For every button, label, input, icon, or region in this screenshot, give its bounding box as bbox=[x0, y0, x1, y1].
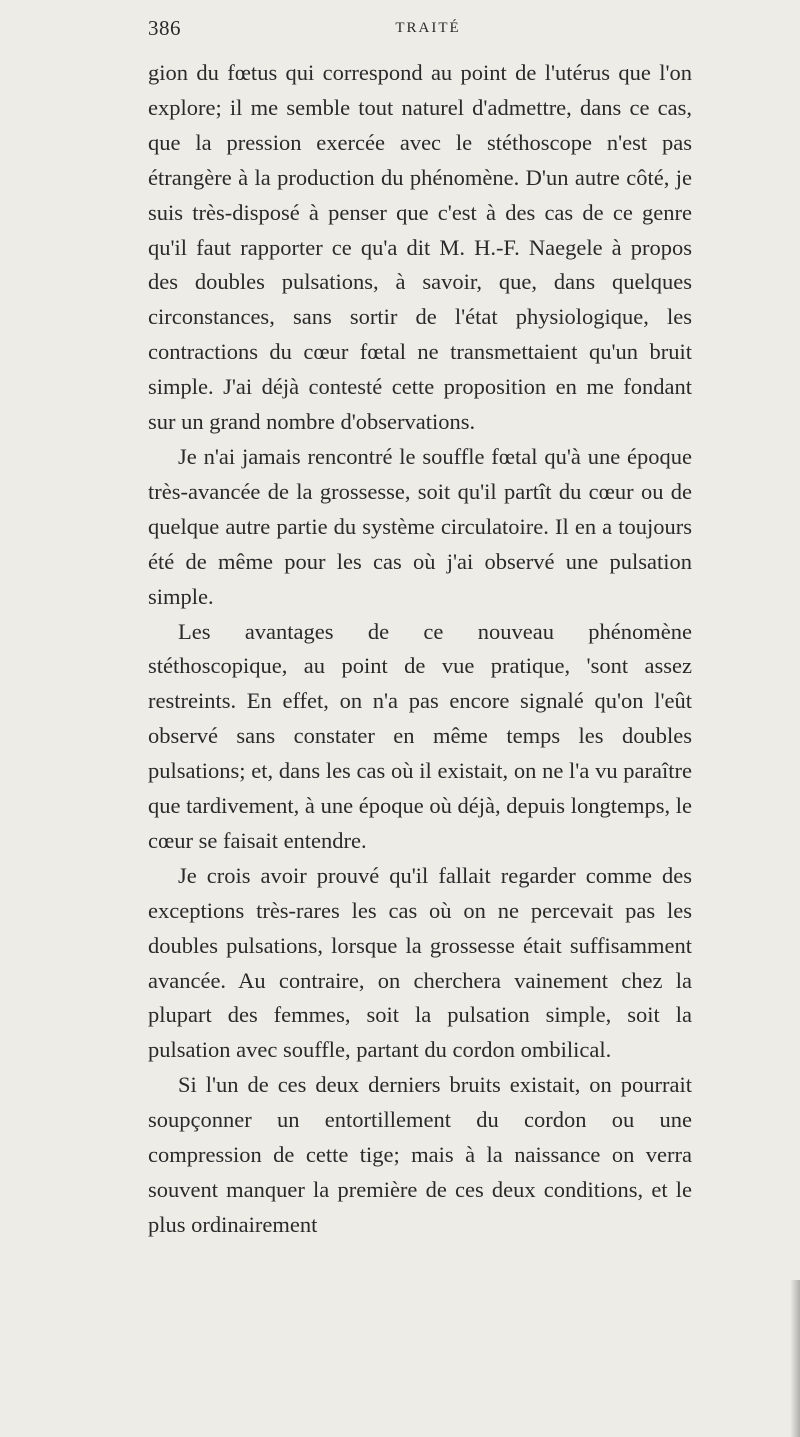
paragraph: Si l'un de ces deux derniers bruits existait, on pourrait soupçonner un entortillement du cordon ou une compression de cette tige; mais à la naissance on verra souvent manquer la première de ces deux conditions, et le plus ordinairement bbox=[148, 1072, 692, 1237]
page-edge-shadow bbox=[790, 1280, 800, 1437]
page-number: 386 bbox=[148, 16, 181, 40]
paragraph-continued: gion du fœtus qui correspond au point de l'utérus que l'on explore; il me semble tout naturel d'admettre, dans ce cas, que la pression exercée avec le stéthoscope n'est pas étrangère à la production du phénomène. D'un autre côté, je suis très-disposé à penser que c'est à des cas de ce genre qu'il faut rapporter ce qu'a dit M. H.-F. Naegele à propos des doubles pulsations, à savoir, que, dans quelques circonstances, sans sortir de l'état physiologique, les contractions du cœur fœtal ne transmettaient qu'un bruit simple. J'ai déjà contesté cette proposition en me fondant sur un grand nombre d'observations. bbox=[148, 60, 692, 435]
body-text bbox=[148, 56, 692, 1243]
paragraph: Je n'ai jamais rencontré le souffle fœtal qu'à une époque très-avancée de la grossesse, soit qu'il partît du cœur ou de quelque autre partie du système circulatoire. Il en a toujours été de même pour les cas où j'ai observé une pulsation simple. bbox=[148, 443, 692, 609]
page-header bbox=[0, 16, 800, 48]
running-title: TRAITÉ bbox=[395, 20, 461, 36]
paragraph: Les avantages de ce nouveau phénomène stéthoscopique, au point de vue pratique, 'sont assez restreints. En effet, on n'a pas encore signalé qu'on l'eût observé sans constater en même temps les doubles pulsations; et, dans les cas où il existait, on ne l'a vu paraître que tardivement, à une époque où déjà, depuis longtemps, le cœur se faisait entendre. bbox=[148, 618, 692, 853]
paragraph: Je crois avoir prouvé qu'il fallait regarder comme des exceptions très-rares les cas où on ne percevait pas les doubles pulsations, lorsque la grossesse était suffisamment avancée. Au contraire, on cherchera vainement chez la plupart des femmes, soit la pulsation simple, soit la pulsation avec souffle, partant du cordon ombilical. bbox=[148, 862, 692, 1063]
